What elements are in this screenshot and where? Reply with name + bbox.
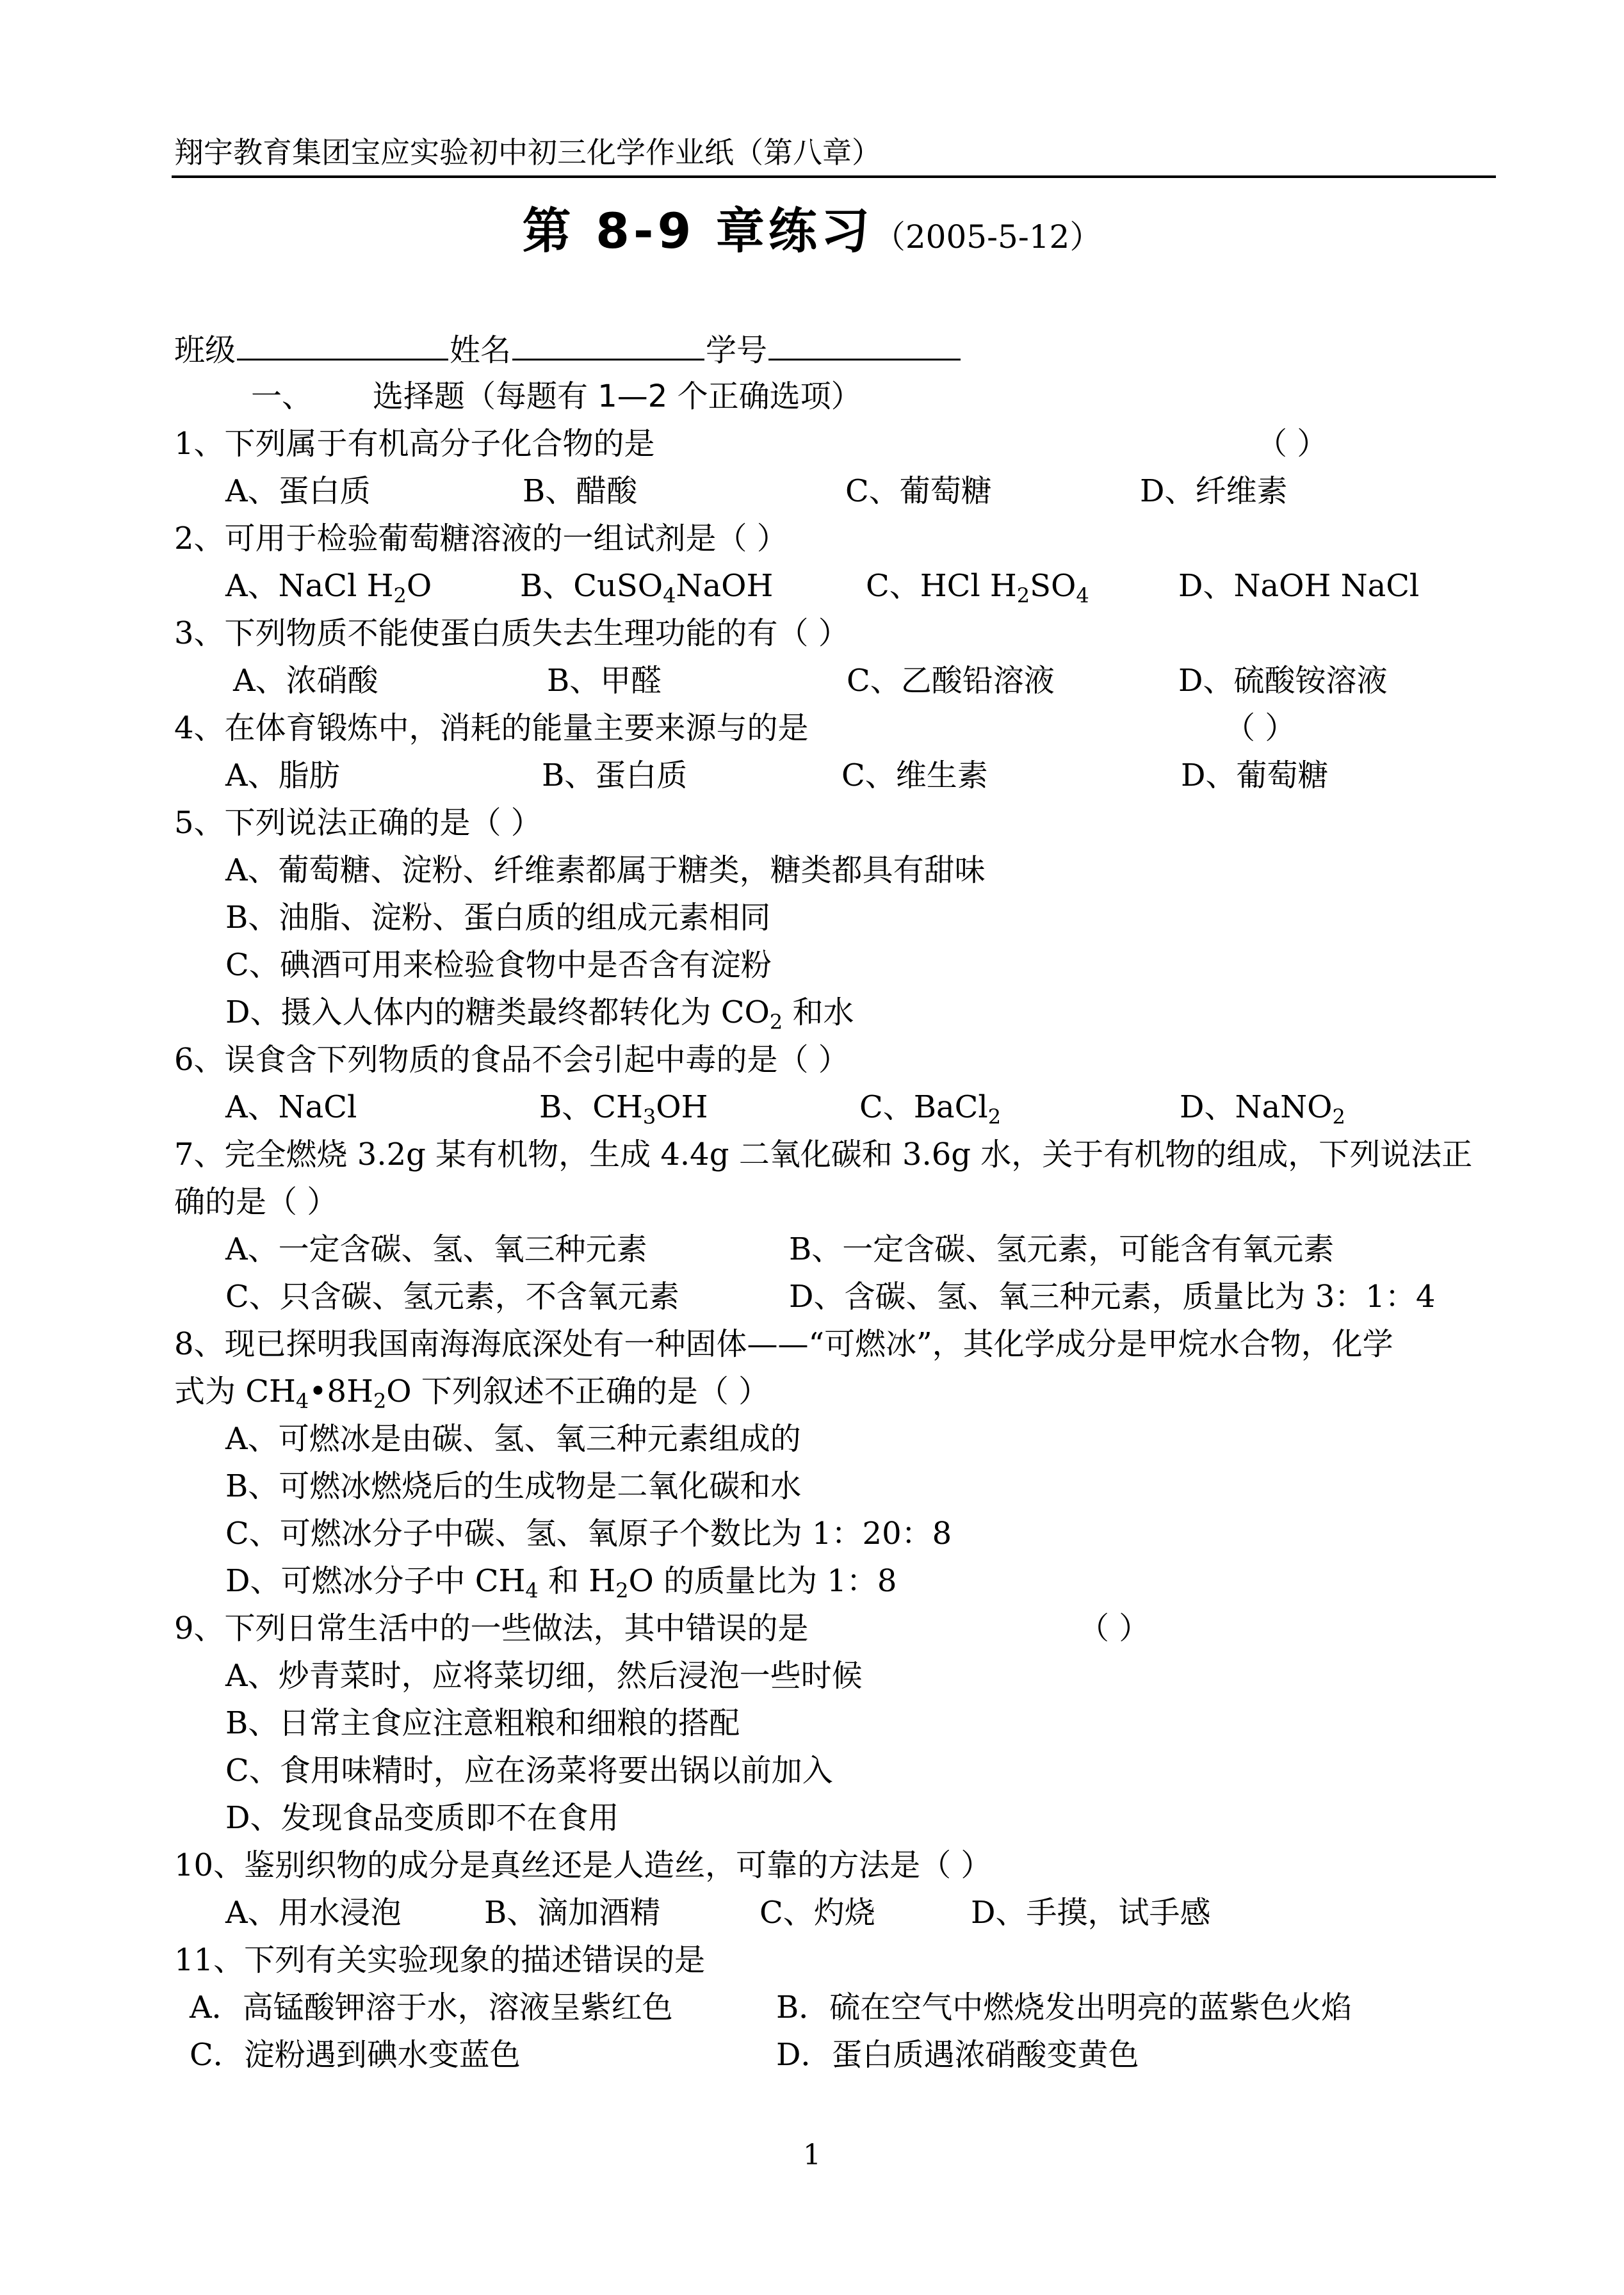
question-5-option-b: B、油脂、淀粉、蛋白质的组成元素相同: [225, 900, 771, 936]
class-label: 班级: [174, 332, 236, 368]
question-2-options: [174, 562, 1506, 610]
section-title: 选择题（每题有 1—2 个正确选项）: [373, 378, 862, 414]
question-stem: 5、下列说法正确的是（ ）: [174, 805, 542, 841]
option-b: B、$CH_3OH$: [539, 1089, 708, 1129]
question-11-options-ab: [174, 1984, 1506, 2031]
option-c: C．淀粉遇到碘水变蓝色: [190, 2037, 521, 2073]
question-3-stem: [174, 610, 1506, 657]
question-9-option-a: A、炒青菜时，应将菜切细，然后浸泡一些时候: [225, 1658, 863, 1694]
option-a: A、蛋白质: [225, 473, 371, 509]
question-5-stem: [174, 799, 1506, 847]
section-heading: [174, 373, 1506, 420]
question-8-option-a: A、可燃冰是由碳、氢、氧三种元素组成的: [225, 1421, 801, 1457]
option-b: B、蛋白质: [542, 758, 688, 793]
question-6-options: [174, 1083, 1506, 1131]
option-d: D．蛋白质遇浓硝酸变黄色: [776, 2037, 1139, 2073]
option-d: D、手摸，试手感: [971, 1895, 1211, 1931]
page-header: 翔宇教育集团宝应实验初中初三化学作业纸（第八章）: [174, 135, 881, 170]
option-c: C、HCl $H_2SO_4$: [866, 568, 1089, 608]
option-a: A、脂肪: [225, 758, 340, 793]
question-stem: 2、可用于检验葡萄糖溶液的一组试剂是（ ）: [174, 521, 788, 556]
answer-paren: （ ）: [1224, 710, 1296, 746]
option-a: A、NaCl $H_2O$: [225, 568, 432, 608]
question-3-options: [174, 657, 1506, 704]
question-stem: 4、在体育锻炼中，消耗的能量主要来源与的是: [174, 710, 809, 746]
question-5-option-d: D、摄入人体内的糖类最终都转化为 $CO_2$ 和水: [225, 994, 854, 1034]
section-number: 一、: [251, 378, 313, 414]
question-stem: 6、误食含下列物质的食品不会引起中毒的是（ ）: [174, 1042, 849, 1078]
worksheet-content: [174, 325, 1506, 2079]
question-9-option-b: B、日常主食应注意粗粮和细粮的搭配: [225, 1705, 740, 1741]
question-8-option-b: B、可燃冰燃烧后的生成物是二氧化碳和水: [225, 1468, 802, 1504]
question-7-stem: 7、完全燃烧 3.2g 某有机物，生成 4.4g 二氧化碳和 3.6g 水，关于有机物的组成，下列说法正: [174, 1137, 1473, 1172]
option-d: D、葡萄糖: [1181, 758, 1329, 793]
question-8-option-d: D、可燃冰分子中 $CH_4$ 和 $H_2O$ 的质量比为 1：8: [225, 1563, 897, 1603]
question-7-options-ab: [174, 1226, 1506, 1273]
option-a: A．高锰酸钾溶于水，溶液呈紫红色: [190, 1990, 673, 2025]
option-b: B、CuSO$_4$NaOH: [520, 568, 774, 608]
option-c: C、只含碳、氢元素，不含氧元素: [225, 1279, 679, 1315]
question-6-stem: [174, 1036, 1506, 1083]
title-date: （2005-5-12）: [873, 218, 1102, 255]
option-d: D、含碳、氢、氧三种元素，质量比为 3：1：4: [789, 1279, 1436, 1315]
name-blank[interactable]: [512, 325, 704, 361]
answer-paren: （ ）: [1256, 426, 1328, 462]
question-8-stem-cont: 式为 $CH_4•8H_2O$ 下列叙述不正确的是（ ）: [174, 1374, 770, 1413]
name-label: 姓名: [450, 332, 512, 368]
option-d: D、NaNO$_2$: [1180, 1089, 1345, 1129]
question-8-option-c: C、可燃冰分子中碳、氢、氧原子个数比为 1：20：8: [225, 1516, 952, 1552]
option-a: A、用水浸泡: [225, 1895, 402, 1931]
option-a: A、一定含碳、氢、氧三种元素: [225, 1231, 647, 1267]
page-title: [0, 192, 1624, 262]
class-blank[interactable]: [237, 325, 448, 361]
option-c: C、乙酸铅溶液: [847, 663, 1055, 699]
question-9-option-d: D、发现食品变质即不在食用: [225, 1800, 619, 1836]
question-1-stem: [174, 420, 1506, 467]
question-5-option-a: A、葡萄糖、淀粉、纤维素都属于糖类，糖类都具有甜味: [225, 852, 986, 888]
page-number: 1: [803, 2139, 821, 2171]
question-10-stem: 10、鉴别织物的成分是真丝还是人造丝，可靠的方法是（ ）: [174, 1847, 992, 1883]
question-2-stem: [174, 515, 1506, 562]
question-8-stem: 8、现已探明我国南海海底深处有一种固体——“可燃冰”，其化学成分是甲烷水合物，化学: [174, 1326, 1393, 1362]
question-stem: 3、下列物质不能使蛋白质失去生理功能的有（ ）: [174, 615, 849, 651]
option-b: B、一定含碳、氢元素，可能含有氧元素: [789, 1231, 1335, 1267]
header-rule: [172, 175, 1496, 178]
question-11-stem: 11、下列有关实验现象的描述错误的是: [174, 1942, 706, 1978]
question-1-options: [174, 467, 1506, 515]
question-4-stem: [174, 704, 1506, 752]
id-label: 学号: [706, 332, 768, 368]
question-5-option-c: C、碘酒可用来检验食物中是否含有淀粉: [225, 947, 772, 983]
option-d: D、纤维素: [1140, 473, 1288, 509]
question-7-stem-cont: 确的是（ ）: [174, 1184, 338, 1220]
answer-paren: （ ）: [1078, 1610, 1150, 1646]
option-a: A、NaCl: [225, 1089, 357, 1125]
option-b: B、醋酸: [523, 473, 638, 509]
question-10-options: [174, 1889, 1506, 1936]
option-b: B、甲醛: [547, 663, 662, 699]
question-9-stem: [174, 1605, 1506, 1652]
option-c: C、维生素: [841, 758, 988, 793]
id-blank[interactable]: [768, 325, 961, 361]
option-c: C、灼烧: [759, 1895, 875, 1931]
question-4-options: [174, 752, 1506, 799]
question-9-option-c: C、食用味精时，应在汤菜将要出锅以前加入: [225, 1753, 833, 1788]
question-11-options-cd: [174, 2031, 1506, 2079]
student-info-line: [174, 325, 1506, 373]
option-b: B．硫在空气中燃烧发出明亮的蓝紫色火焰: [776, 1990, 1352, 2025]
option-c: C、葡萄糖: [845, 473, 992, 509]
question-7-options-cd: [174, 1273, 1506, 1320]
option-a: A、浓硝酸: [233, 663, 378, 699]
option-b: B、滴加酒精: [484, 1895, 661, 1931]
question-stem: 1、下列属于有机高分子化合物的是: [174, 426, 655, 462]
option-d: D、NaOH NaCl: [1178, 568, 1420, 604]
option-c: C、BaCl$_2$: [859, 1089, 1002, 1129]
question-stem: 9、下列日常生活中的一些做法，其中错误的是: [174, 1610, 809, 1646]
title-main: 第 8-9 章练习: [522, 202, 873, 259]
option-d: D、硫酸铵溶液: [1178, 663, 1388, 699]
